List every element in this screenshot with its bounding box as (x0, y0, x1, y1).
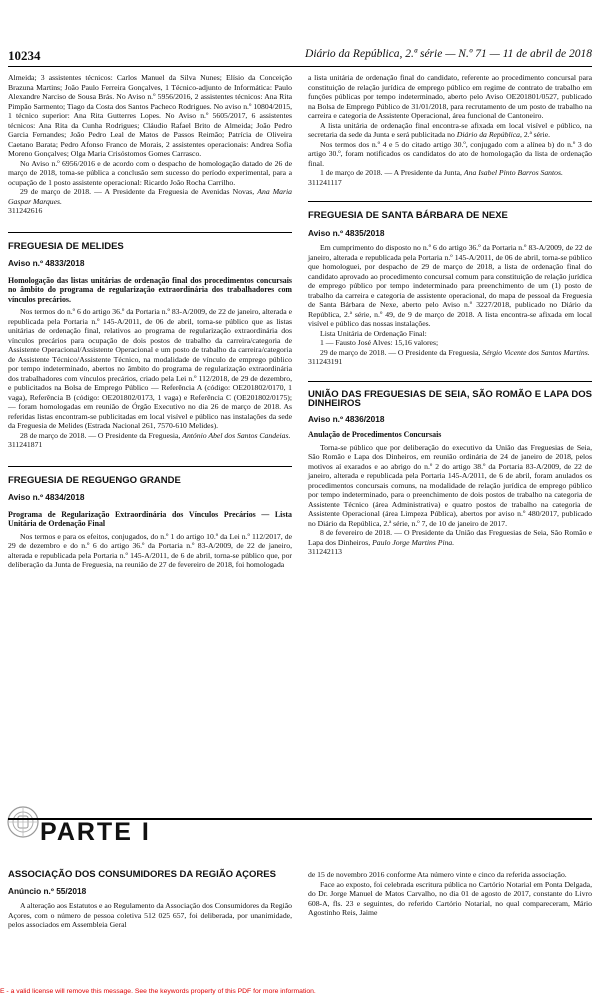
signature: 28 de março de 2018. — O Presidente da Freguesia, António Abel dos Santos Candeias. (20, 430, 291, 440)
header-rule (8, 66, 592, 67)
reference-code: 311241871 (8, 440, 43, 449)
aviso-number: Aviso n.º 4836/2018 (308, 413, 385, 424)
coat-of-arms-icon (6, 805, 40, 839)
reference-code: 311242616 (8, 206, 43, 215)
right-column (308, 73, 592, 557)
page-number: 10234 (8, 48, 41, 63)
aviso-number: Aviso n.º 4835/2018 (308, 227, 385, 238)
reference-code: 311242113 (308, 547, 343, 556)
watermark-notice: E - a valid license will remove this message. See the keywords property of this PDF for more information. (0, 988, 316, 995)
section-title: FREGUESIA DE REGUENGO GRANDE (8, 474, 181, 486)
aviso-subject: Programa de Regularização Extraordinária dos Vínculos Precários — Lista Unitária de Ordenação Final (8, 509, 292, 528)
bottom-left-column (8, 870, 292, 930)
page-header (8, 48, 592, 66)
paragraph: Face ao exposto, foi celebrada escritura pública no Cartório Notarial em Ponta Delgada, do Dr. Jorge Manuel de Matos Carvalho, no dia 01 de agosto de 2017, constante do Livro 608-A, fls. 23 e seguintes, do referido Cartório Notarial, no qual compareceram, Mário Agostinho Reis, Jaime (308, 879, 592, 917)
paragraph: Nos termos dos n.º 4 e 5 do citado artigo 30.º, conjugado com a alínea b) do n.º 3 do artigo 30.º, foram notificados os candidatos do ato de homologação da lista de ordenação final. (308, 139, 592, 168)
signature: 29 de março de 2018. — A Presidente da Freguesia de Avenidas Novas, Ana Maria Gaspar Marques. (8, 187, 292, 206)
paragraph: A lista unitária de ordenação final encontra-se afixada em local visível e público, na secretaria da sede da Junta e será publicitada no Diário da República, 2.ª série. (308, 120, 592, 139)
journal-title: Diário da República, 2.ª série — N.º 71 — 11 de abril de 2018 (305, 48, 592, 60)
anuncio-number: Anúncio n.º 55/2018 (8, 885, 87, 896)
signature: 8 de fevereiro de 2018. — O Presidente da União das Freguesias de Seia, São Romão e Lapa dos Dinheiros, Paulo Jorge Martins Pina. (308, 528, 592, 547)
paragraph: a lista unitária de ordenação final do candidato, referente ao procedimento concursal para constituição de relação jurídica de emprego público em regime de contrato de trabalho em funções públicas por tempo indeterminado, aberto pelo Aviso OE201801/0527, publicado na Bolsa de Emprego Público de 31/01/2018, para recrutamento de um posto de trabalho na carreira e categoria de Assistente Operacional, área funcional de Cantoneiro. (308, 73, 592, 120)
section-title: ASSOCIAÇÃO DOS CONSUMIDORES DA REGIÃO AÇORES (8, 869, 276, 880)
paragraph: A alteração aos Estatutos e ao Regulamento da Associação dos Consumidores da Região Açores, com o número de pessoa coletiva 512 025 657, foi deliberada, por unanimidade, pelos associados em Assembleia Geral (8, 901, 292, 929)
aviso-number: Aviso n.º 4833/2018 (8, 258, 85, 268)
reference-code: 311243191 (308, 357, 343, 366)
section-title: UNIÃO DAS FREGUESIAS DE SEIA, SÃO ROMÃO E LAPA DOS DINHEIROS (308, 388, 592, 409)
reference-code: 311241117 (308, 177, 342, 187)
aviso-subject: Anulação de Procedimentos Concursais (308, 430, 442, 439)
aviso-subject: Homologação das listas unitárias de ordenação final dos procedimentos concursais no âmbito do programa de regularização extraordinária dos trabalhadores com vínculos precários. (8, 275, 292, 304)
paragraph: Em cumprimento do disposto no n.º 6 do artigo 36.º da Portaria n.º 83-A/2009, de 22 de janeiro, alterada e republicada pela Portaria n.º 145-A/2011, de 06 de abril, torna-se público que homologuei, por despacho de 29 de março de 2018, a lista de ordenação final do candidato aprovado ao procedimento concursal comum para constituição de relação jurídica de emprego público por tempo indeterminado para preenchimento de um (1) posto de trabalho da carreira e categoria de assistente operacional, do mapa de pessoal da Freguesia de Santa Bárbara de Nexe, aberto pelo Aviso n.º 3227/2018, publicado no Diário da República, 2.ª série, n.º 49, de 9 de março de 2018. A lista encontra-se afixada em local visível e público das nossas instalações. (308, 243, 592, 328)
paragraph: Nos termos e para os efeitos, conjugados, do n.º 1 do artigo 10.º da Lei n.º 112/2017, de 29 de dezembro e do n.º 6 do artigo 36.º da Portaria n.º 83-A/2009, de 22 de janeiro, alterada e republicada pela Portaria n.º 145-A/2011, de 6 de abril, torna-se público que, por deliberação da Junta de Freguesia, na reunião de 27 de fevereiro de 2018, foi homologada (8, 531, 292, 569)
paragraph: Nos termos do n.º 6 do artigo 36.º da Portaria n.º 83-A/2009, de 22 de janeiro, alterada e republicada pela Portaria n.º 145-A/2011, de 06 de abril, torna-se público que as listas unitárias de ordenação final, relativos ao programa de regularização extraordinária dos vínculos precários para ocupação de dois postos de trabalho da carreira/categoria de Assistente Operacional/Assistente Operacional e um posto de trabalho da carreira/categoria de Assistente Técnico/Assistente Técnico, na modalidade de vínculo de emprego público por tempo indeterminado, abertos no âmbito do programa de regularização extraordinária dos trabalhadores com vínculos precários, criado pela Lei n.º 112/2018, de 29 de dezembro, e publicitados na Bolsa de Emprego Público — Referência A (código: OE201802/0170, 1 vaga), Referência B (código: OE201802/0173, 1 vaga) e Referência C (OE201802/0175); — foram homologadas em reunião de Órgão Executivo no dia 26 de março de 2018. As referidas listas encontram-se publicitadas em local visível e público nas instalações da sede da Freguesia de Melides (Estrada Nacional 261, 7570-610 Melides). (8, 307, 292, 430)
section-title: FREGUESIA DE SANTA BÁRBARA DE NEXE (308, 210, 508, 221)
paragraph: Torna-se público que por deliberação do executivo da União das Freguesias de Seia, São Romão e Lapa dos Dinheiros, em reunião ordinária de 24 de janeiro de 2018, pelos motivos aí exarados e ao abrigo do n.º 2 do artigo 38.º da Portaria 83-A/2009, de 22 de janeiro, alterada e republicada pela Portaria 145-A/2011, de 6 de abril, foram anulados os procedimentos concursais comuns, na modalidade de relação jurídica de emprego público por tempo indeterminado, para o preenchimento de dois postos de trabalho na categoria de Assistente Técnico (área Administrativa) e quatro postos de trabalho na categoria de Assistente Operacional (área Limpeza Pública), abertos por aviso n.º 480/2017, publicado no Diário da República, 2.ª série, n.º 7, de 10 de janeiro de 2017. (308, 442, 592, 528)
paragraph: de 15 de novembro 2016 conforme Ata número vinte e cinco da referida associação. (308, 870, 567, 879)
paragraph: Almeida; 3 assistentes técnicos: Carlos Manuel da Silva Nunes; Elísio da Conceição Brazuna Martins; João Paulo Ferreira Gonçalves, 1 Técnico-adjunto de Informática: Paulo Alexandre Narciso de Sousa Brás. No Aviso n.º 5956/2016, 2 assistentes técnicos: Ana Rita Pimpão Sarmento; Tiago da Costa dos Santos Pacheco Rodrigues. No aviso n.º 10804/2015, 1 técnico superior: Ana Rita Gutterres Lopes. No Aviso n.º 5605/2017, 6 assistentes técnicos: Ana Rita da Cunha Rodrigues; Cláudio Rafael Brito de Almeida; João Pedro Garcia Fernandes; João Pedro Leal de Matos de Passos Reimão; Patrícia de Oliveira Caetano Barata; Pedro Afonso Franco de Morais, 2 assistentes operacionais: Andrea Sofia Moreno Gonçalves; Olga Maria Crisóstomos Gomes Carrasco. (8, 73, 292, 158)
aviso-number: Aviso n.º 4834/2018 (8, 492, 85, 502)
left-column (8, 73, 292, 570)
section-title: FREGUESIA DE MELIDES (8, 240, 124, 252)
paragraph: No Aviso n.º 6956/2016 e de acordo com o despacho de homologação datado de 26 de março de 2018, toma-se pública a conclusão sem sucesso do período experimental, para a ocupação de 1 posto assistente operacional: Ricardo João Rocha Carrilho. (8, 158, 292, 187)
signature: 1 de março de 2018. — A Presidente da Junta, Ana Isabel Pinto Barros Santos. (320, 168, 563, 177)
signature: 29 de março de 2018. — O Presidente da Freguesia, Sérgio Vicente dos Santos Martins. (320, 347, 590, 357)
parte-heading: PARTE I (40, 818, 151, 846)
bottom-right-column (308, 870, 592, 918)
list-title: Lista Unitária de Ordenação Final: (320, 328, 427, 338)
list-item: 1 — Fausto José Alves: 15,16 valores; (320, 338, 439, 347)
